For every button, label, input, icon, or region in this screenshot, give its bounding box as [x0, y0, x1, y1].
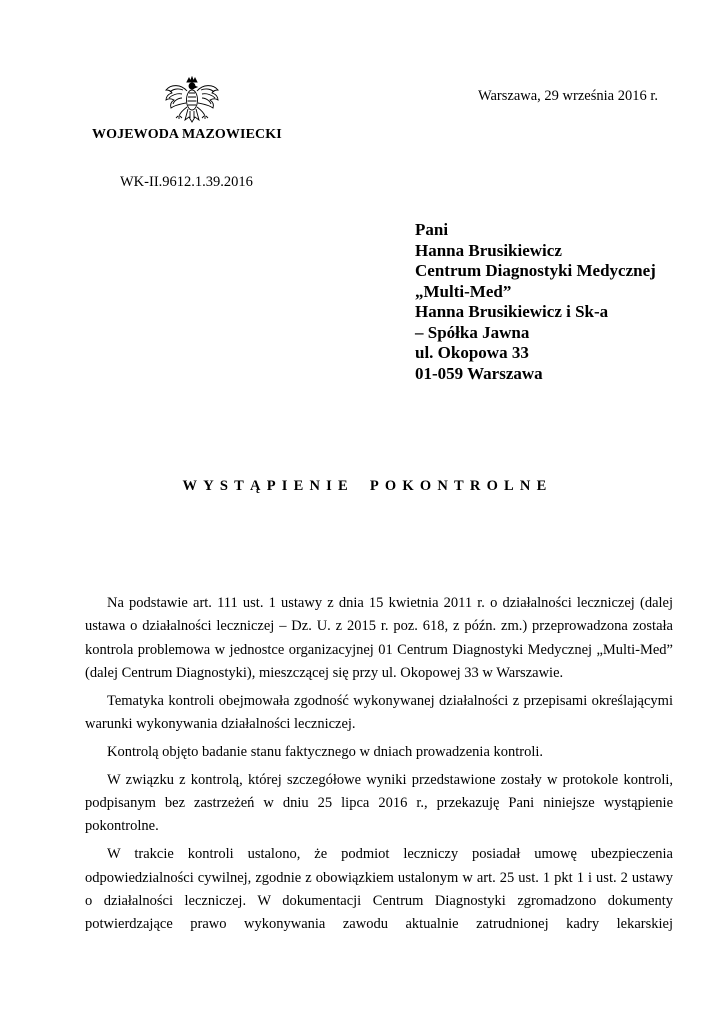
addressee-line: „Multi-Med”	[415, 281, 512, 301]
addressee-line: – Spółka Jawna	[415, 322, 530, 342]
addressee-line: Hanna Brusikiewicz i Sk-a	[415, 302, 609, 321]
body-paragraph: W związku z kontrolą, której szczegółowe wyniki przedstawione zostały w protokole kontroli, podpisanym bez zastrzeżeń w dniu 25 lipca 2016 r., przekazuję Pani niniejsze wystąpienie pokontrolne.	[85, 771, 673, 835]
body-paragraph: Na podstawie art. 111 ust. 1 ustawy z dnia 15 kwietnia 2011 r. o działalności leczniczej (dalej ustawa o działalności leczniczej – Dz. U. z 2015 r. poz. 618, z późn. zm.) przeprowadzona została kontrola problemowa w jednostce organizacyjnej 01 Centrum Diagnostyki Medycznej „Multi-Med” (dalej Centrum Diagnostyki), mieszczącej się przy ul. Okopowej 33 w Warszawie.	[85, 595, 673, 681]
reference-number: WK-II.9612.1.39.2016	[120, 174, 253, 190]
addressee-line: 01-059 Warszawa	[415, 363, 543, 383]
addressee-line: Pani	[415, 220, 449, 239]
document-title	[0, 478, 725, 495]
addressee-line: Centrum Diagnostyki Medycznej	[415, 261, 656, 280]
body-paragraph: Kontrolą objęto badanie stanu faktycznego w dniach prowadzenia kontroli.	[107, 743, 544, 760]
document-body	[85, 592, 673, 937]
addressee-line: Hanna Brusikiewicz	[415, 240, 562, 260]
document-title-word: WYSTĄPIENIE	[182, 478, 354, 494]
addressee-line: ul. Okopowa 33	[415, 343, 529, 362]
polish-eagle-emblem-icon	[163, 76, 221, 128]
document-title-word: POKONTROLNE	[369, 478, 553, 494]
authority-name: WOJEWODA MAZOWIECKI	[92, 127, 282, 142]
body-paragraph: Tematyka kontroli obejmowała zgodność wykonywanej działalności z przepisami określającymi warunki wykonywania działalności leczniczej.	[85, 692, 673, 733]
addressee-block	[415, 220, 656, 384]
body-paragraph: W trakcie kontroli ustalono, że podmiot leczniczy posiadał umowę ubezpieczenia odpowiedzialności cywilnej, zgodnie z obowiązkiem ustalonym w art. 25 ust. 1 pkt 1 i ust. 2 ustawy o działalności leczniczej. W dokumentacji Centrum Diagnostyki zgromadzono dokumenty potwierdzające prawo wykonywania zawodu aktualnie zatrudnionej kadry lekarskiej	[85, 846, 673, 933]
document-date: Warszawa, 29 września 2016 r.	[477, 88, 658, 104]
